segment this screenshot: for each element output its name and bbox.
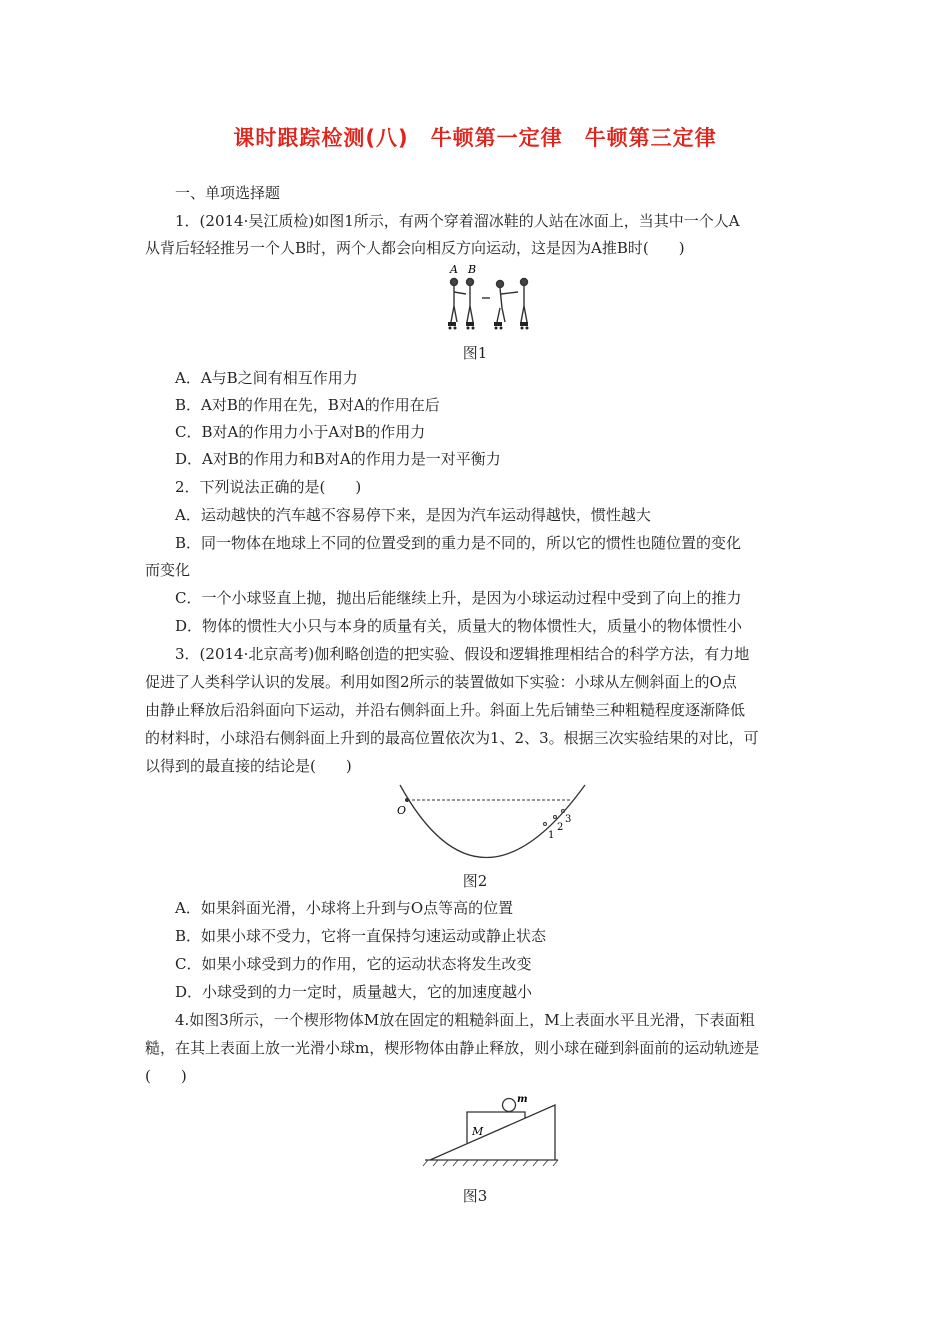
figure-2-mark-3: 3 <box>565 814 572 825</box>
q3-option-c: C．如果小球受到力的作用，它的运动状态将发生改变 <box>175 955 532 973</box>
q3-option-a: A．如果斜面光滑，小球将上升到与O点等高的位置 <box>175 899 514 917</box>
figure-3-wedge-on-incline <box>420 1090 560 1175</box>
q1-option-b: B．A对B的作用在先，B对A的作用在后 <box>175 396 440 414</box>
page-title: 课时跟踪检测(八) 牛顿第一定律 牛顿第三定律 <box>233 126 717 150</box>
figure-1-letter-a: A <box>450 263 458 276</box>
q3-stem-line-4: 的材料时，小球沿右侧斜面上升到的最高位置依次为1、2、3。根据三次实验结果的对比，可 <box>145 729 759 747</box>
figure-2-mark-o: O <box>397 804 407 817</box>
q3-option-d: D．小球受到的力一定时，质量越大，它的加速度越小 <box>175 983 533 1001</box>
q1-stem-line-1: 1．(2014·吴江质检)如图1所示，有两个穿着溜冰鞋的人站在冰面上，当其中一个人A <box>175 212 740 230</box>
figure-2-mark-2: 2 <box>557 822 564 833</box>
q2-option-b-line-2: 而变化 <box>145 561 191 579</box>
q4-stem-line-2: 糙，在其上表面上放一光滑小球m，楔形物体由静止释放，则小球在碰到斜面前的运动轨迹是 <box>145 1039 760 1057</box>
figure-1-skaters <box>440 262 535 334</box>
figure-3-mark-m-upper: M <box>472 1125 484 1138</box>
q1-option-d: D．A对B的作用力和B对A的作用力是一对平衡力 <box>175 450 501 468</box>
q3-stem-line-2: 促进了人类科学认识的发展。利用如图2所示的装置做如下实验：小球从左侧斜面上的O点 <box>145 673 737 691</box>
q1-option-c: C．B对A的作用力小于A对B的作用力 <box>175 423 426 441</box>
q4-stem-line-1: 4.如图3所示，一个楔形物体M放在固定的粗糙斜面上，M上表面水平且光滑，下表面粗 <box>175 1011 755 1029</box>
figure-1-caption: 图1 <box>462 344 488 362</box>
q3-stem-line-5: 以得到的最直接的结论是( ) <box>145 757 352 775</box>
q2-option-a: A．运动越快的汽车越不容易停下来，是因为汽车运动得越快，惯性越大 <box>175 506 651 524</box>
figure-1-letter-b: B <box>468 263 477 276</box>
q2-option-b-line-1: B．同一物体在地球上不同的位置受到的重力是不同的，所以它的惯性也随位置的变化 <box>175 534 742 552</box>
figure-2-mark-1: 1 <box>548 830 555 841</box>
q2-option-c: C．一个小球竖直上抛，抛出后能继续上升，是因为小球运动过程中受到了向上的推力 <box>175 589 742 607</box>
q4-stem-line-3: ( ) <box>145 1067 187 1085</box>
figure-3-caption: 图3 <box>462 1187 488 1205</box>
q2-option-d: D．物体的惯性大小只与本身的质量有关，质量大的物体惯性大，质量小的物体惯性小 <box>175 617 743 635</box>
q3-option-b: B．如果小球不受力，它将一直保持匀速运动或静止状态 <box>175 927 547 945</box>
q3-stem-line-3: 由静止释放后沿斜面向下运动，并沿右侧斜面上升。斜面上先后铺垫三种粗糙程度逐渐降低 <box>145 701 746 719</box>
figure-2-curved-track <box>385 780 600 865</box>
section-heading: 一、单项选择题 <box>175 184 281 202</box>
q2-stem: 2．下列说法正确的是( ) <box>175 478 362 496</box>
q1-stem-line-2: 从背后轻轻推另一个人B时，两个人都会向相反方向运动，这是因为A推B时( ) <box>145 239 685 257</box>
q3-stem-line-1: 3．(2014·北京高考)伽利略创造的把实验、假设和逻辑推理相结合的科学方法，有力地 <box>175 645 750 663</box>
figure-3-mark-m-lower: m <box>517 1094 528 1105</box>
q1-option-a: A．A与B之间有相互作用力 <box>175 369 358 387</box>
figure-2-caption: 图2 <box>462 872 488 890</box>
